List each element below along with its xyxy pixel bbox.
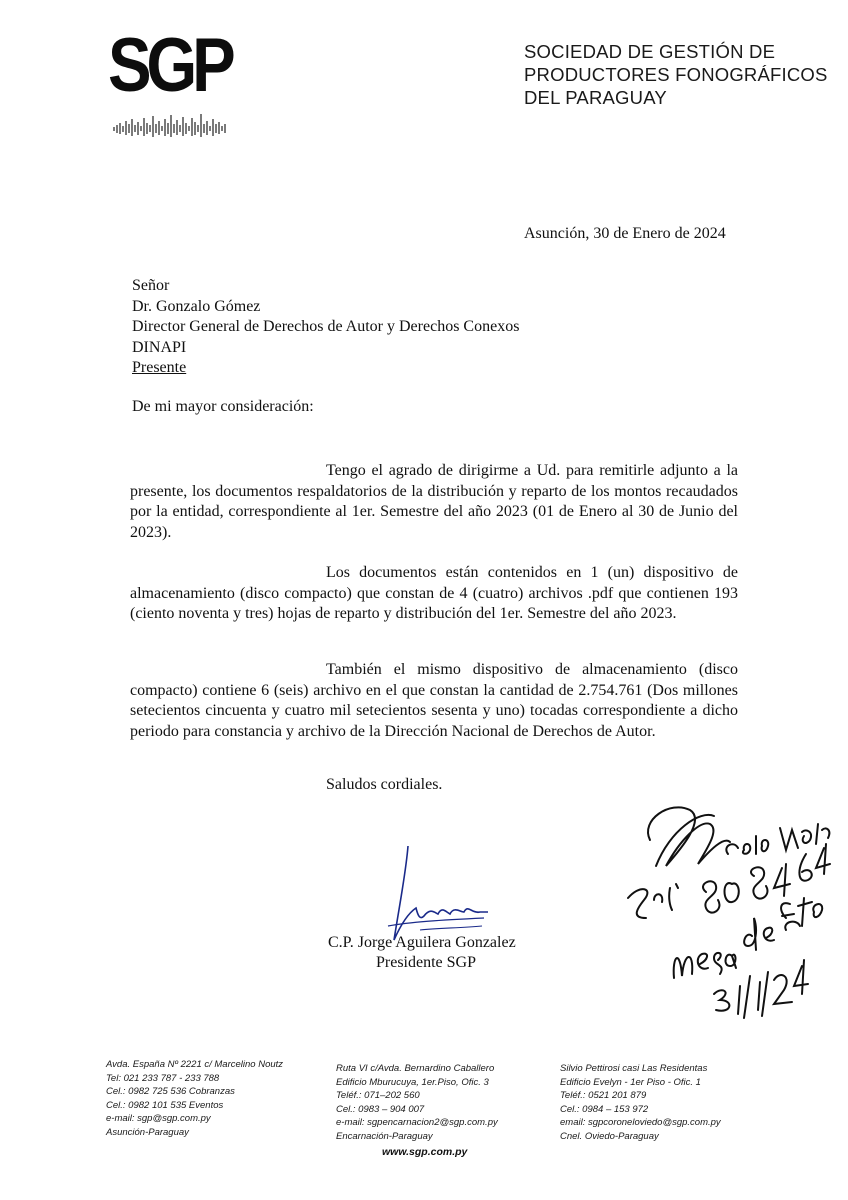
footer-line: Teléf.: 071–202 560: [336, 1090, 420, 1102]
body-paragraph: Tengo el agrado de dirigirme a Ud. para remitirle adjunto a la presente, los documentos respaldatorios de la distribución y reparto de los montos recaudados por la entidad, correspondiente al 1er. Semestre del año 2023 (01 de Enero al 30 de Junio del 2023).: [130, 462, 738, 541]
footer-line: Encarnación-Paraguay: [336, 1130, 433, 1142]
addressee-position: Director General de Derechos de Autor y Derechos Conexos: [132, 318, 520, 335]
footer-line: e-mail: sgpencarnacion2@sgp.com.py: [336, 1117, 498, 1129]
signatory-name: C.P. Jorge Aguilera Gonzalez: [328, 934, 516, 951]
addressee-name: Dr. Gonzalo Gómez: [132, 297, 261, 315]
footer-office-encarnacion: [336, 1062, 498, 1144]
footer-line: Edificio Evelyn - 1er Piso - Ofic. 1: [560, 1076, 701, 1088]
org-name-line: DEL PARAGUAY: [524, 87, 667, 108]
body-paragraph: También el mismo dispositivo de almacenamiento (disco compacto) contiene 6 (seis) archivo en el que constan la cantidad de 2.754.761 (Dos millones setecientos cincuenta y cuatro mil setecientos sesenta y uno) tocadas correspondiente a dicho periodo para constancia y archivo de la Dirección Nacional de Derechos de Autor.: [130, 661, 738, 740]
addressee-presente: Presente: [132, 359, 187, 376]
addressee-block: [132, 276, 519, 379]
closing: Saludos cordiales.: [326, 776, 443, 793]
footer-line: Cel.: 0982 725 536 Cobranzas: [106, 1086, 235, 1098]
greeting: De mi mayor consideración:: [132, 398, 314, 415]
addressee-organization: DINAPI: [132, 338, 187, 356]
footer-line: Edificio Mburucuya, 1er.Piso, Ofic. 3: [336, 1076, 489, 1088]
footer-line: Teléf.: 0521 201 879: [560, 1090, 647, 1102]
handwritten-receipt-annotation: [610, 780, 840, 1020]
org-name-line: SOCIEDAD DE GESTIÓN DE: [524, 41, 776, 62]
footer-line: Ruta VI c/Avda. Bernardino Caballero: [336, 1063, 495, 1074]
footer-line: Silvio Pettirosi casi Las Residentas: [560, 1063, 708, 1074]
logo-text: SGP: [108, 23, 231, 108]
footer-website: www.sgp.com.py: [382, 1146, 468, 1158]
sgp-logo: [108, 23, 231, 138]
footer-office-oviedo: [560, 1062, 721, 1144]
soundwave-icon: [112, 112, 228, 138]
footer-line: email: sgpcoroneloviedo@sgp.com.py: [560, 1117, 721, 1129]
footer-line: Cel.: 0982 101 535 Eventos: [106, 1099, 224, 1111]
footer-line: Cel.: 0984 – 153 972: [560, 1103, 649, 1115]
letter-date: Asunción, 30 de Enero de 2024: [524, 225, 726, 242]
footer-line: Cnel. Oviedo-Paraguay: [560, 1130, 659, 1142]
body-paragraph: Los documentos están contenidos en 1 (un) dispositivo de almacenamiento (disco compacto) que constan de 4 (cuatro) archivos .pdf que contienen 193 (ciento noventa y tres) hojas de reparto y distribución del 1er. Semestre del año 2023.: [130, 564, 738, 622]
footer-line: Asunción-Paraguay: [106, 1126, 189, 1138]
organization-name: [524, 40, 828, 109]
footer-line: e-mail: sgp@sgp.com.py: [106, 1113, 211, 1125]
footer-office-asuncion: [106, 1058, 283, 1140]
org-name-line: PRODUCTORES FONOGRÁFICOS: [524, 64, 828, 85]
addressee-salutation: Señor: [132, 277, 170, 294]
signatory-title: Presidente SGP: [376, 954, 476, 971]
footer-line: Cel.: 0983 – 904 007: [336, 1103, 425, 1115]
footer-line: Tel: 021 233 787 - 233 788: [106, 1072, 220, 1084]
footer-line: Avda. España Nº 2221 c/ Marcelino Noutz: [106, 1059, 284, 1070]
